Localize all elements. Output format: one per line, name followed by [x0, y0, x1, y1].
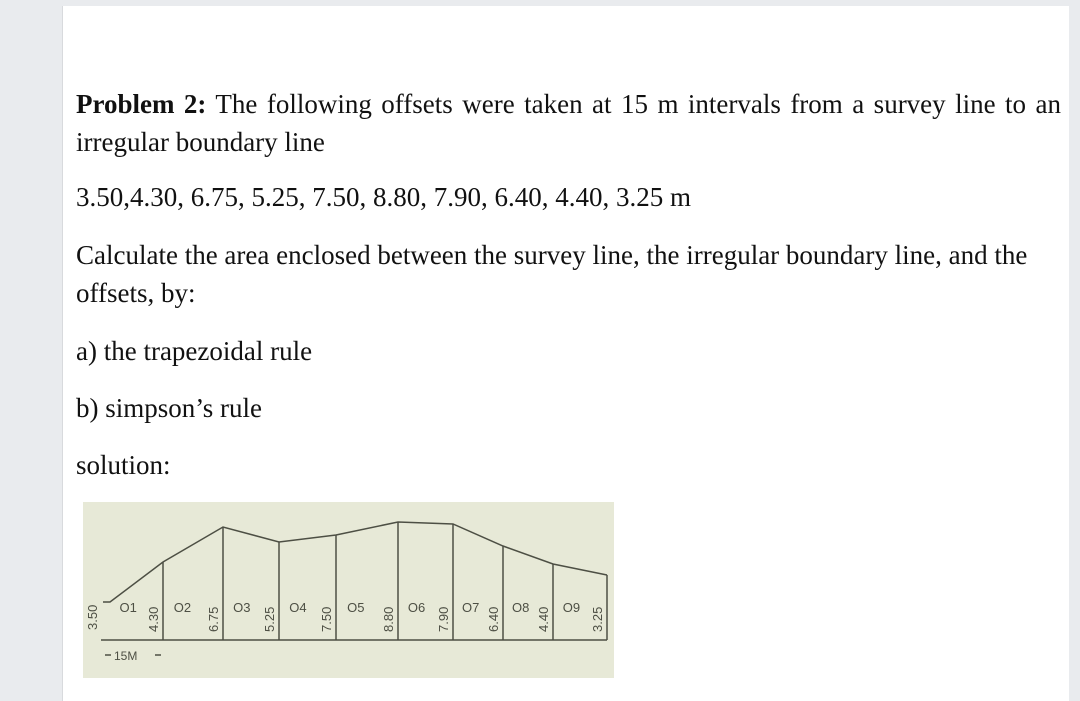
- offset-id-label: O6: [407, 600, 426, 615]
- problem-label: Problem 2:: [76, 89, 207, 119]
- part-b: b) simpson’s rule: [76, 393, 262, 423]
- offset-values: 3.50,4.30, 6.75, 5.25, 7.50, 8.80, 7.90, 6.40, 4.40, 3.25 m: [76, 182, 692, 212]
- offset-id-label: O4: [289, 600, 307, 615]
- offset-id-label: O5: [347, 600, 365, 615]
- interval-label: 15M: [114, 649, 138, 663]
- offset-value-label: 7.90: [436, 606, 451, 632]
- offset-diagram: [83, 502, 614, 678]
- problem-statement: [76, 85, 1061, 161]
- offset-id-label: O1: [119, 600, 137, 615]
- problem-text: The following offsets were taken at 15 m intervals from a survey line to an irregular boundary line: [76, 89, 1061, 157]
- offset-id-label: O8: [512, 600, 530, 615]
- question-text: Calculate the area enclosed between the survey line, the irregular boundary line, and the offsets, by:: [76, 240, 1028, 308]
- solution-label: solution:: [76, 450, 171, 480]
- part-a: a) the trapezoidal rule: [76, 336, 313, 366]
- offset-id-label: O3: [233, 600, 251, 615]
- offset-value-first: 3.50: [85, 604, 100, 630]
- offset-diagram-svg: [83, 502, 614, 678]
- offset-id-label: O7: [462, 600, 480, 615]
- offset-value-label: 4.30: [146, 606, 161, 632]
- offset-value-label: 4.40: [536, 606, 551, 632]
- offset-value-label: 3.25: [590, 606, 605, 632]
- offset-value-label: 5.25: [262, 606, 277, 632]
- offset-value-label: 6.75: [206, 606, 221, 632]
- offset-value-label: 8.80: [381, 606, 396, 632]
- offset-id-label: O2: [173, 600, 192, 615]
- boundary-line: [103, 522, 607, 602]
- offset-id-label: O9: [562, 600, 581, 615]
- offset-value-label: 7.50: [319, 606, 334, 632]
- offset-value-label: 6.40: [486, 606, 501, 632]
- offset-labels: [120, 600, 605, 632]
